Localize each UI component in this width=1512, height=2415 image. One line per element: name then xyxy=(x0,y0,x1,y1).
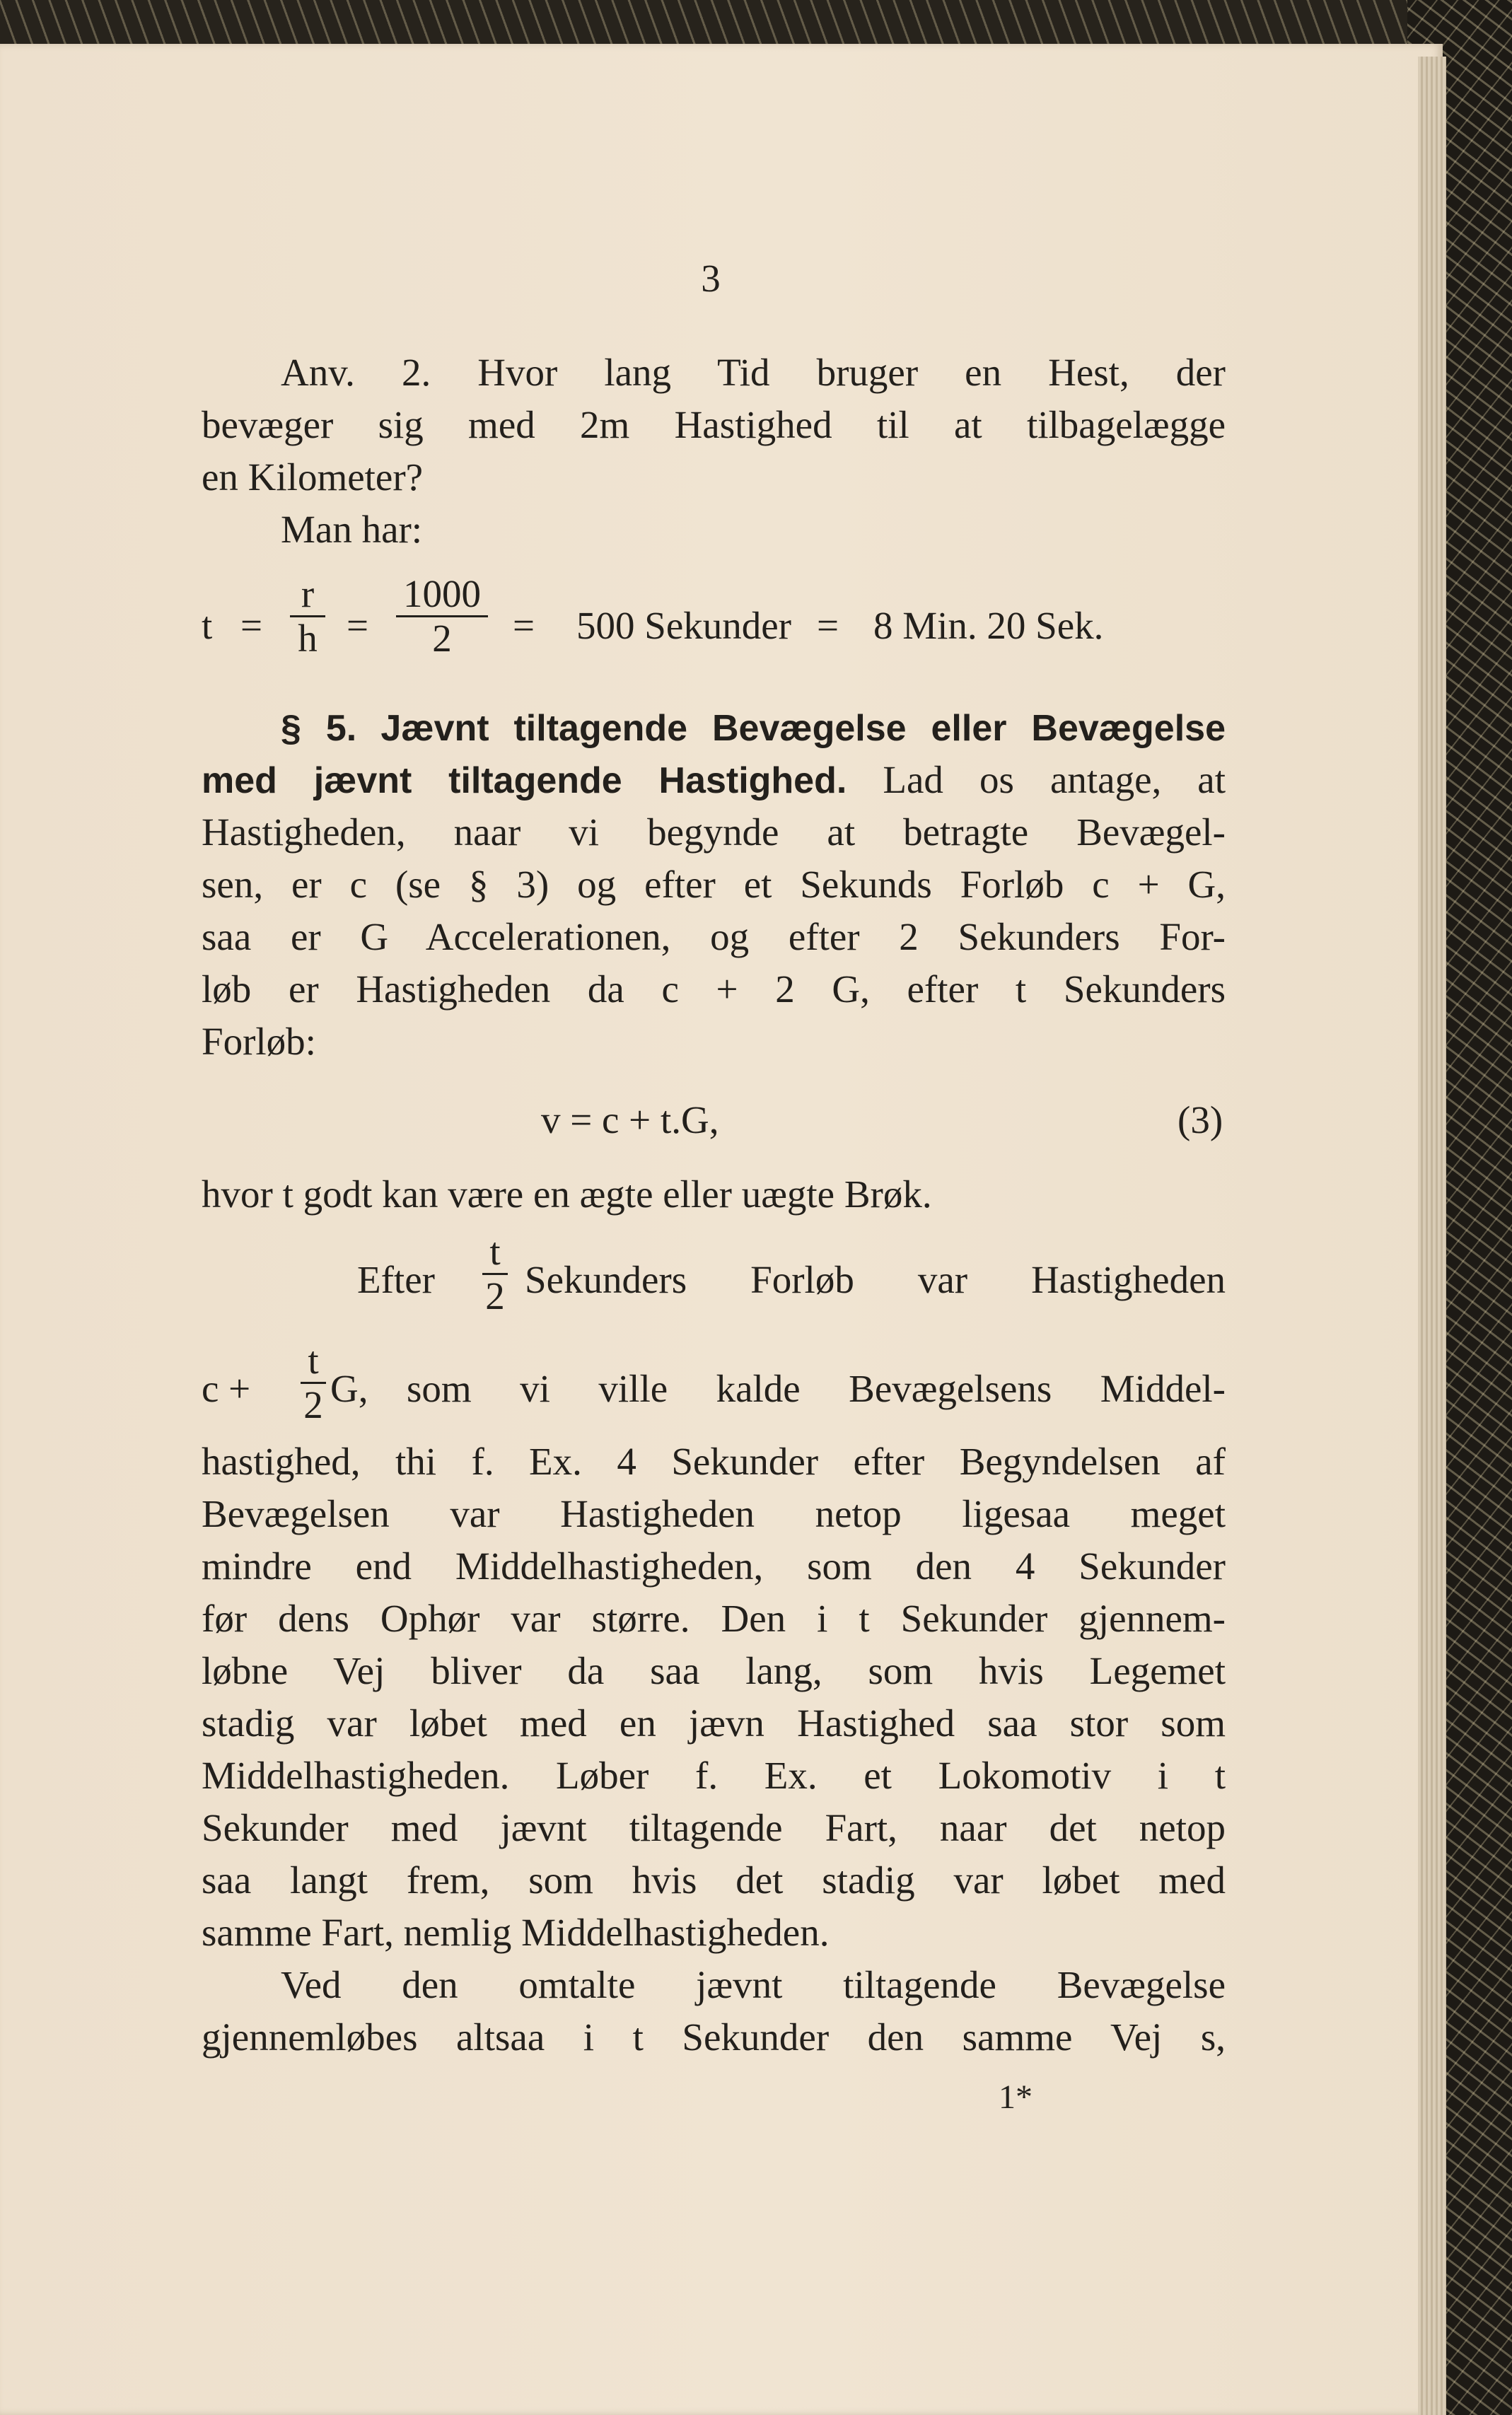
fraction-h: h xyxy=(290,615,325,660)
formula-eq-2: = xyxy=(347,604,369,647)
example-line-3: en Kilometer? xyxy=(202,455,424,499)
fraction-t-b: t xyxy=(308,1339,319,1382)
formula-result: 500 Sekunder xyxy=(576,604,791,647)
paragraph-2-line-9: saa langt frem, som hvis det stadig var løbet med xyxy=(202,1858,1226,1902)
section-heading-line-2 xyxy=(202,754,1226,807)
section-line-3: Hastigheden, naar vi begynde at betragte Bevægel- xyxy=(202,810,1226,854)
formula-3-label: (3) xyxy=(1177,1098,1223,1141)
paragraph-2-line-5: løbne Vej bliver da saa lang, som hvis Legemet xyxy=(202,1649,1226,1692)
section-line-2-rest: Lad os antage, at xyxy=(883,758,1226,801)
fraction-t-over-2-b xyxy=(301,1339,326,1426)
paragraph-2-line-10: samme Fart, nemlig Middelhastigheden. xyxy=(202,1911,830,1954)
paragraph-3-line-1: Ved den omtalte jævnt tiltagende Bevægelse xyxy=(281,1963,1226,2006)
paragraph-2-line-7: Middelhastigheden. Løber f. Ex. et Lokomotiv i t xyxy=(202,1754,1226,1797)
formula-final: 8 Min. 20 Sek. xyxy=(873,604,1104,647)
section-mark: § 5. xyxy=(281,708,357,749)
fraction-1000-over-2 xyxy=(396,573,488,660)
section-line-5: saa er G Accelerationen, og efter 2 Sekunders For- xyxy=(202,915,1226,958)
fraction-t-a: t xyxy=(489,1230,501,1273)
formula-eq-1: = xyxy=(240,604,263,647)
after-formula-line: hvor t godt kan være en ægte eller uægte Brøk. xyxy=(202,1172,932,1216)
paragraph-2-line-6: stadig var løbet med en jævn Hastighed saa stor som xyxy=(202,1701,1226,1745)
formula-time xyxy=(202,573,1226,679)
section-line-6: løb er Hastigheden da c + 2 G, efter t Sekunders xyxy=(202,967,1226,1011)
fraction-r-over-h xyxy=(290,573,325,660)
section-title-1: Jævnt tiltagende Bevægelse eller Bevægelse xyxy=(380,708,1226,749)
section-line-7: Forløb: xyxy=(202,1020,316,1063)
middel-rest: som vi ville kalde Bevægelsens Middel- xyxy=(407,1367,1226,1410)
paragraph-3-line-2: gjennemløbes altsaa i t Sekunder den samme Vej s, xyxy=(202,2015,1226,2059)
middel-g: G, xyxy=(330,1367,368,1410)
fraction-2-b: 2 xyxy=(301,1382,326,1426)
fraction-r: r xyxy=(301,572,315,615)
example-line-1: Anv. 2. Hvor lang Tid bruger en Hest, der xyxy=(281,351,1226,394)
book-top-edge xyxy=(0,0,1512,50)
paragraph-2-line-4: før dens Ophør var større. Den i t Sekunder gjennem- xyxy=(202,1597,1226,1640)
formula-eq-4: = xyxy=(817,604,839,647)
fraction-2-a: 2 xyxy=(482,1273,508,1317)
section-line-4: sen, er c (se § 3) og efter et Sekunds Forløb c + G, xyxy=(202,863,1226,906)
efter-rest: Sekunders Forløb var Hastigheden xyxy=(525,1258,1226,1301)
formula-3: v = c + t.G, xyxy=(541,1098,719,1141)
formula-lhs: t xyxy=(202,604,213,647)
section-title-2: med jævnt tiltagende Hastighed. xyxy=(202,760,847,801)
paragraph-2-line-2: Bevægelsen var Hastigheden netop ligesaa meget xyxy=(202,1492,1226,1535)
man-har: Man har: xyxy=(281,508,423,551)
fraction-2: 2 xyxy=(396,615,488,660)
paragraph-2-line-3: mindre end Middelhastigheden, som den 4 Sekunder xyxy=(202,1544,1226,1588)
page-edge xyxy=(1418,57,1446,2415)
fraction-1000: 1000 xyxy=(403,572,481,615)
paragraph-2-line-8: Sekunder med jævnt tiltagende Fart, naar det netop xyxy=(202,1806,1226,1849)
efter-word: Efter xyxy=(357,1258,435,1301)
fraction-t-over-2-a xyxy=(482,1230,508,1317)
middel-prefix: c + xyxy=(202,1367,251,1410)
signature-mark: 1* xyxy=(999,2078,1033,2116)
formula-eq-3: = xyxy=(513,604,535,647)
example-line-2: bevæger sig med 2m Hastighed til at tilbagelægge xyxy=(202,403,1226,446)
section-heading-line-1 xyxy=(202,702,1226,755)
paragraph-2-line-1: hastighed, thi f. Ex. 4 Sekunder efter Begyndelsen af xyxy=(202,1440,1226,1483)
page-number: 3 xyxy=(701,257,721,300)
